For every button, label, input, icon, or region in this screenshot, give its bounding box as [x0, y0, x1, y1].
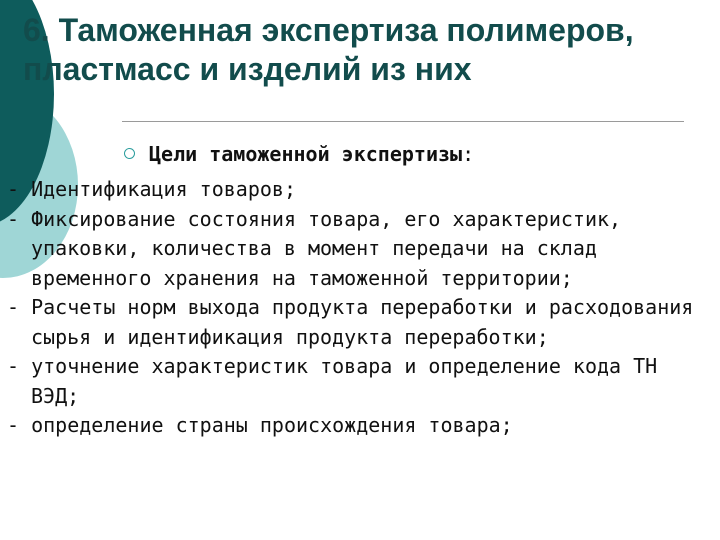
hollow-circle-bullet-icon	[124, 148, 135, 159]
slide-subtitle	[124, 141, 474, 167]
list-item-condition-recording: - Фиксирование состояния товара, его характеристик, упаковки, количества в момент передачи на склад временного хранения на таможенной территории;	[7, 206, 622, 290]
goals-list	[7, 175, 712, 441]
list-item-country-of-origin: - определение страны происхождения товара;	[7, 413, 513, 437]
subtitle-text: Цели таможенной экспертизы	[149, 142, 463, 166]
slide-title: 6. Таможенная экспертиза полимеров, пластмасс и изделий из них	[23, 12, 634, 87]
subtitle-colon: :	[462, 142, 475, 166]
title-divider	[122, 121, 684, 122]
list-item-hs-code: - уточнение характеристик товара и определение кода ТН ВЭД;	[7, 354, 658, 408]
list-item-identification: - Идентификация товаров;	[7, 177, 296, 201]
list-item-yield-norms: - Расчеты норм выхода продукта переработки и расходования сырья и идентификация продукта переработки;	[7, 295, 694, 349]
